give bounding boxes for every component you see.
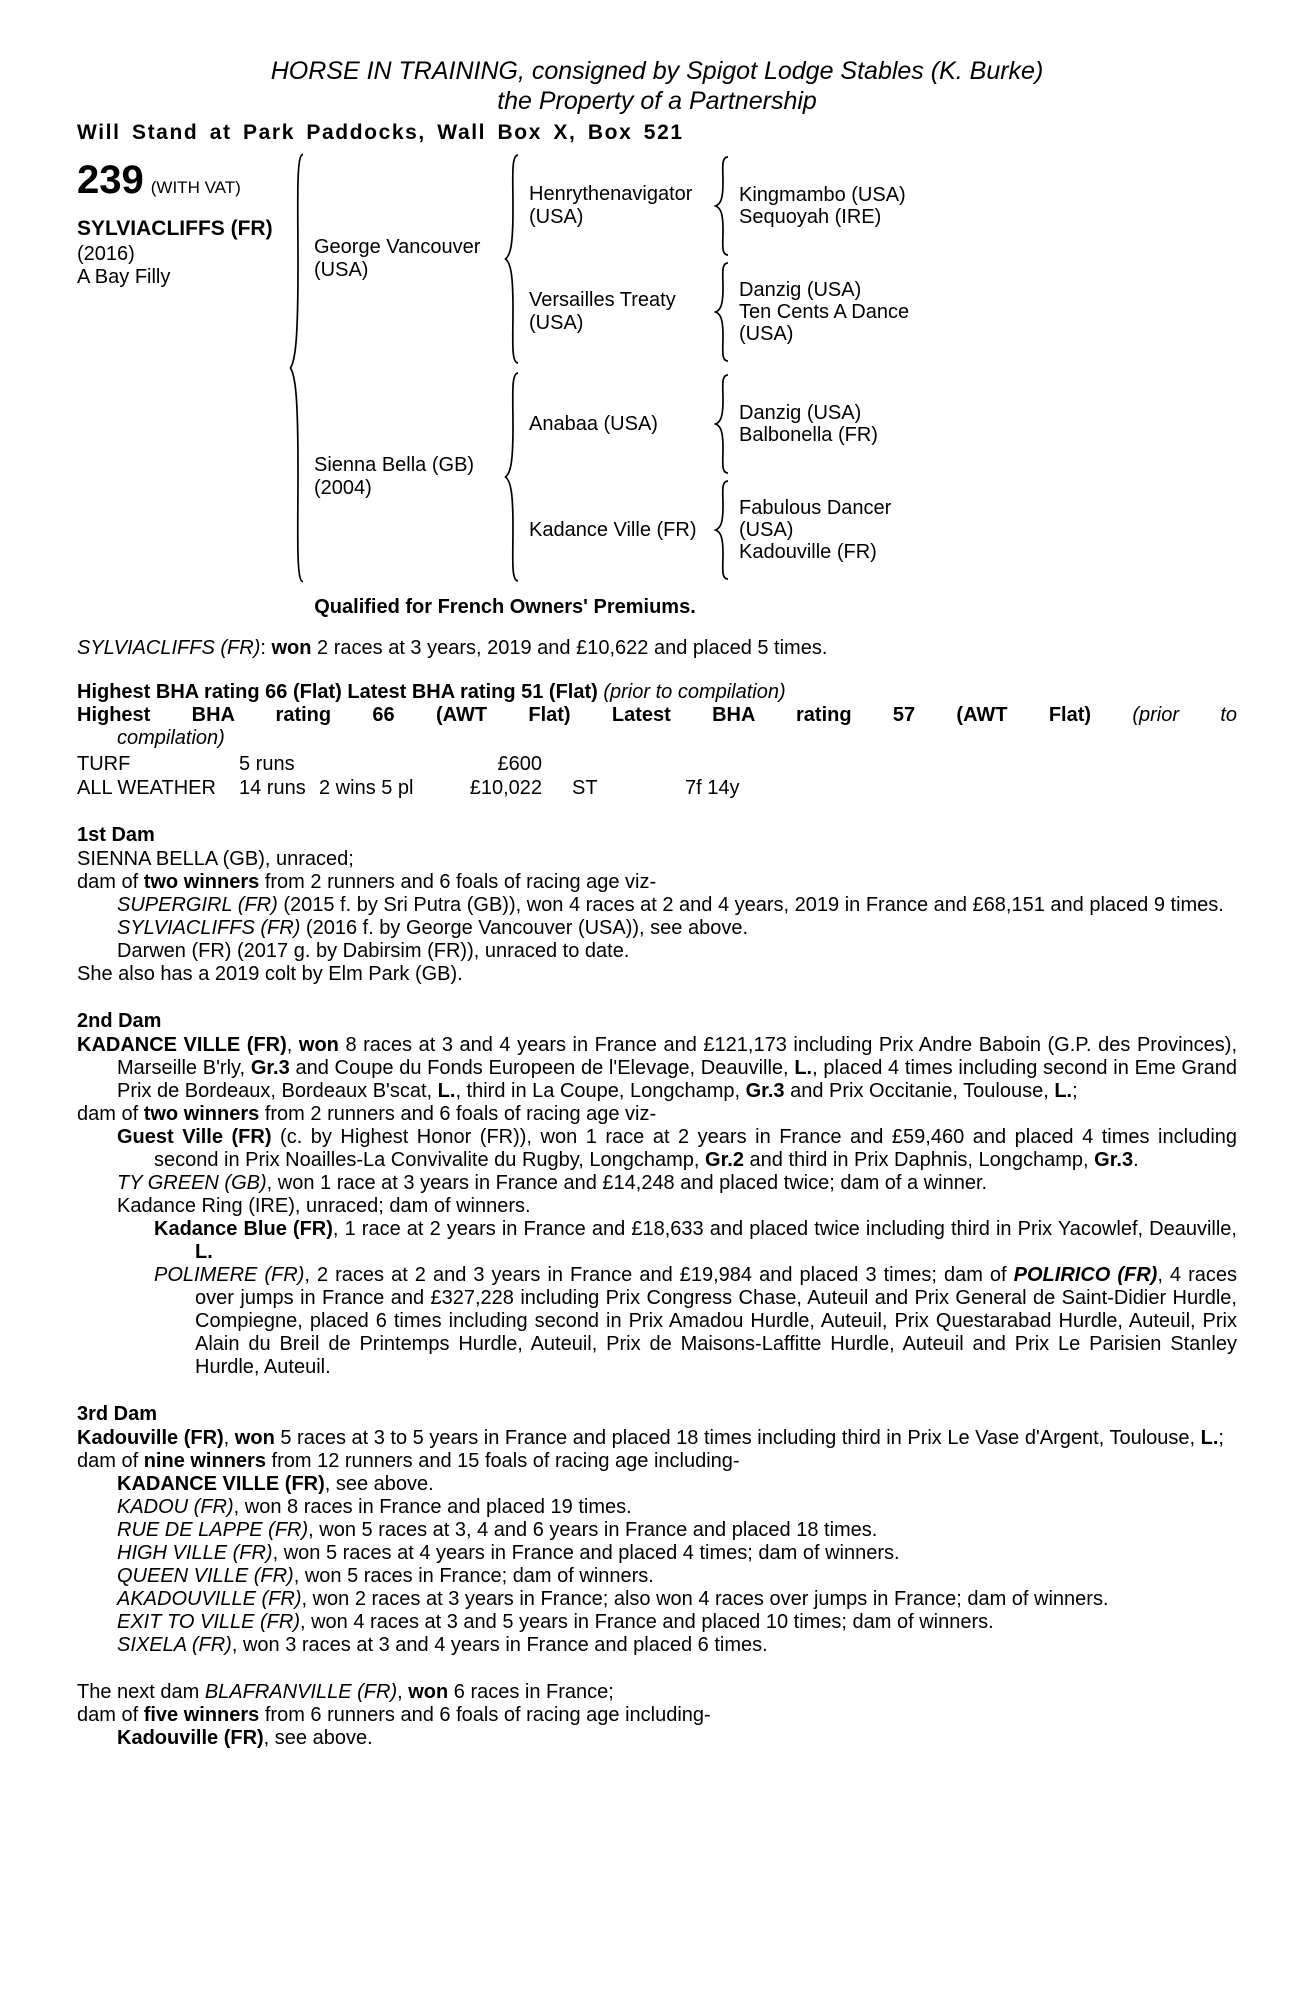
great-grandsire-name: Danzig (USA) — [739, 402, 862, 424]
section-heading: 2nd Dam — [77, 1010, 162, 1032]
third-dam-section — [77, 1403, 1237, 1657]
sire-dam-name: Versailles Treaty (USA) — [529, 289, 676, 334]
sire-sire-name: Henrythenavigator (USA) — [529, 183, 693, 228]
brace-icon — [714, 262, 730, 362]
foaling-year: (2016) — [77, 243, 135, 265]
great-granddam-name: Ten Cents A Dance (USA) — [739, 301, 910, 345]
dam-branch — [314, 371, 944, 583]
dam-summary-line: Kadouville (FR), won 5 races at 3 to 5 years in France and placed 18 times including third in Prix Le Vase d'Argent, Toulouse, L.; — [77, 1427, 1224, 1449]
section-heading: 1st Dam — [77, 824, 155, 846]
dam-produce-line: dam of two winners from 2 runners and 6 foals of racing age viz- — [77, 871, 657, 893]
dam-dam-branch — [529, 480, 944, 580]
progeny-entry: KADOU (FR), won 8 races in France and placed 19 times. — [117, 1496, 632, 1518]
brace-icon — [714, 480, 730, 580]
next-dam-section — [77, 1681, 1237, 1750]
pedigree-block — [77, 150, 1237, 586]
brace-icon — [504, 371, 520, 583]
great-granddam-name: Sequoyah (IRE) — [739, 206, 882, 228]
brace-icon — [289, 150, 305, 586]
brace-icon — [504, 153, 520, 365]
progeny-entry: SYLVIACLIFFS (FR) (2016 f. by George Vancouver (USA)), see above. — [117, 917, 749, 939]
dam-produce-line: dam of two winners from 2 runners and 6 foals of racing age viz- — [77, 1103, 657, 1125]
surface-cell: TURF — [77, 753, 131, 775]
surface-cell: ALL WEATHER — [77, 777, 216, 799]
earnings-cell: £600 — [497, 753, 542, 775]
progeny-entry: SIXELA (FR), won 3 races at 3 and 4 years in France and placed 6 times. — [117, 1634, 768, 1656]
dam-sire-branch — [529, 374, 944, 474]
page-header — [77, 56, 1237, 116]
great-grandsire-name: Kingmambo (USA) — [739, 184, 906, 206]
earnings-cell: £10,022 — [469, 777, 542, 799]
wins-cell: 2 wins 5 pl — [319, 777, 414, 799]
bha-rating-line: compilation) — [117, 727, 225, 749]
bha-rating-block — [77, 681, 1237, 750]
code-cell — [542, 752, 685, 776]
dam-summary-line: SIENNA BELLA (GB), unraced; — [77, 848, 354, 870]
brace-icon — [714, 374, 730, 474]
distance-cell: 7f 14y — [685, 777, 740, 799]
vat-note: (WITH VAT) — [150, 178, 241, 197]
dam-produce-line: dam of nine winners from 12 runners and 15 foals of racing age including- — [77, 1450, 740, 1472]
progeny-entry: KADANCE VILLE (FR), see above. — [117, 1473, 434, 1495]
progeny-entry: POLIMERE (FR), 2 races at 2 and 3 years in France and £19,984 and placed 3 times; dam of POLIRICO (FR), 4 races over jumps in France and £327,228 including Prix Congress Chase, Auteuil and Prix General de Saint-Didier Hurdle, Compiegne, placed 6 times including second in Prix Amadou Hurdle, Auteuil, Prix Questarabad Hurdle, Auteuil, Prix Alain du Breil de Printemps Hurdle, Auteuil, Prix de Maisons-Laffitte Hurdle, Auteuil and Prix Le Parisien Stanley Hurdle, Auteuil. — [154, 1264, 1238, 1378]
first-dam-section — [77, 824, 1237, 986]
progeny-entry: AKADOUVILLE (FR), won 2 races at 3 years in France; also won 4 races over jumps in France; dam of winners. — [117, 1588, 1109, 1610]
progeny-entry: Kadance Ring (IRE), unraced; dam of winners. — [117, 1195, 531, 1217]
dam-name: Sienna Bella (GB) (2004) — [314, 454, 475, 499]
distance-cell — [685, 752, 1237, 776]
consignor-line: HORSE IN TRAINING, consigned by Spigot Lodge Stables (K. Burke) — [270, 57, 1044, 85]
sire-dam-branch — [529, 262, 944, 362]
great-grandsire-name: Danzig (USA) — [739, 279, 862, 301]
sire-branch — [314, 153, 944, 365]
progeny-entry: Kadance Blue (FR), 1 race at 2 years in France and £18,633 and placed twice including third in Prix Yacowlef, Deauville, L. — [154, 1218, 1237, 1263]
progeny-entry: Guest Ville (FR) (c. by Highest Honor (FR)), won 1 race at 2 years in France and £59,460 and placed 4 times including second in Prix Noailles-La Convivalite du Rugby, Longchamp, Gr.2 and third in Prix Daphnis, Longchamp, Gr.3. — [117, 1126, 1238, 1171]
progeny-entry: SUPERGIRL (FR) (2015 f. by Sri Putra (GB)), won 4 races at 2 and 4 years, 2019 in France and £68,151 and placed 9 times. — [117, 894, 1224, 916]
sire-sire-branch — [529, 156, 944, 256]
pedigree-tree — [314, 150, 944, 586]
horse-name: SYLVIACLIFFS (FR) — [77, 217, 273, 240]
great-granddam-name: Kadouville (FR) — [739, 541, 877, 563]
section-heading: 3rd Dam — [77, 1403, 158, 1425]
bha-rating-line: Highest BHA rating 66 (Flat) Latest BHA rating 51 (Flat) (prior to compilation) — [77, 681, 786, 703]
dam-sire-name: Anabaa (USA) — [529, 412, 658, 435]
progeny-entry: EXIT TO VILLE (FR), won 4 races at 3 and 5 years in France and placed 10 times; dam of winners. — [117, 1611, 994, 1633]
next-dam-line: The next dam BLAFRANVILLE (FR), won 6 races in France; — [77, 1681, 614, 1703]
wins-cell — [319, 752, 442, 776]
dam-dam-name: Kadance Ville (FR) — [529, 518, 697, 541]
progeny-entry: Kadouville (FR), see above. — [117, 1727, 373, 1749]
bha-rating-line: Highest BHA rating 66 (AWT Flat) Latest BHA rating 57 (AWT Flat) (prior to — [77, 704, 1238, 726]
progeny-entry: TY GREEN (GB), won 1 race at 3 years in France and £14,248 and placed twice; dam of a winner. — [117, 1172, 988, 1194]
lot-number: 239 — [77, 158, 144, 202]
progeny-entry: QUEEN VILLE (FR), won 5 races in France; dam of winners. — [117, 1565, 654, 1587]
code-cell: ST — [572, 777, 598, 799]
property-line: the Property of a Partnership — [497, 87, 817, 115]
sire-name: George Vancouver (USA) — [314, 236, 481, 281]
lot-info — [77, 150, 289, 586]
additional-foal-line: She also has a 2019 colt by Elm Park (GB). — [77, 963, 463, 985]
dam-summary-line: KADANCE VILLE (FR), won 8 races at 3 and 4 years in France and £121,173 including Prix Andre Baboin (G.P. des Provinces), Marseille B'rly, Gr.3 and Coupe du Fonds Europeen de l'Elevage, Deauville, L., placed 4 times including second in Eme Grand Prix de Bordeaux, Bordeaux B'scat, L., third in La Coupe, Longchamp, Gr.3 and Prix Occitanie, Toulouse, L.; — [77, 1034, 1238, 1102]
horse-description: A Bay Filly — [77, 266, 171, 288]
progeny-entry: HIGH VILLE (FR), won 5 races at 4 years in France and placed 4 times; dam of winners. — [117, 1542, 900, 1564]
great-grandsire-name: Fabulous Dancer (USA) — [739, 497, 892, 541]
runs-cell: 14 runs — [239, 777, 306, 799]
stand-location-line: Will Stand at Park Paddocks, Wall Box X, Box 521 — [77, 121, 684, 144]
qualified-premiums-line: Qualified for French Owners' Premiums. — [314, 596, 696, 618]
lot-number-line — [77, 160, 289, 200]
race-record-table — [77, 752, 1237, 800]
runs-cell: 5 runs — [239, 753, 295, 775]
progeny-entry: RUE DE LAPPE (FR), won 5 races at 3, 4 and 6 years in France and placed 18 times. — [117, 1519, 878, 1541]
great-granddam-name: Balbonella (FR) — [739, 424, 878, 446]
brace-icon — [714, 156, 730, 256]
dam-produce-line: dam of five winners from 6 runners and 6 foals of racing age including- — [77, 1704, 711, 1726]
progeny-entry: Darwen (FR) (2017 g. by Dabirsim (FR)), unraced to date. — [117, 940, 630, 962]
race-record-summary: SYLVIACLIFFS (FR): won 2 races at 3 years, 2019 and £10,622 and placed 5 times. — [77, 637, 828, 659]
second-dam-section — [77, 1010, 1237, 1379]
